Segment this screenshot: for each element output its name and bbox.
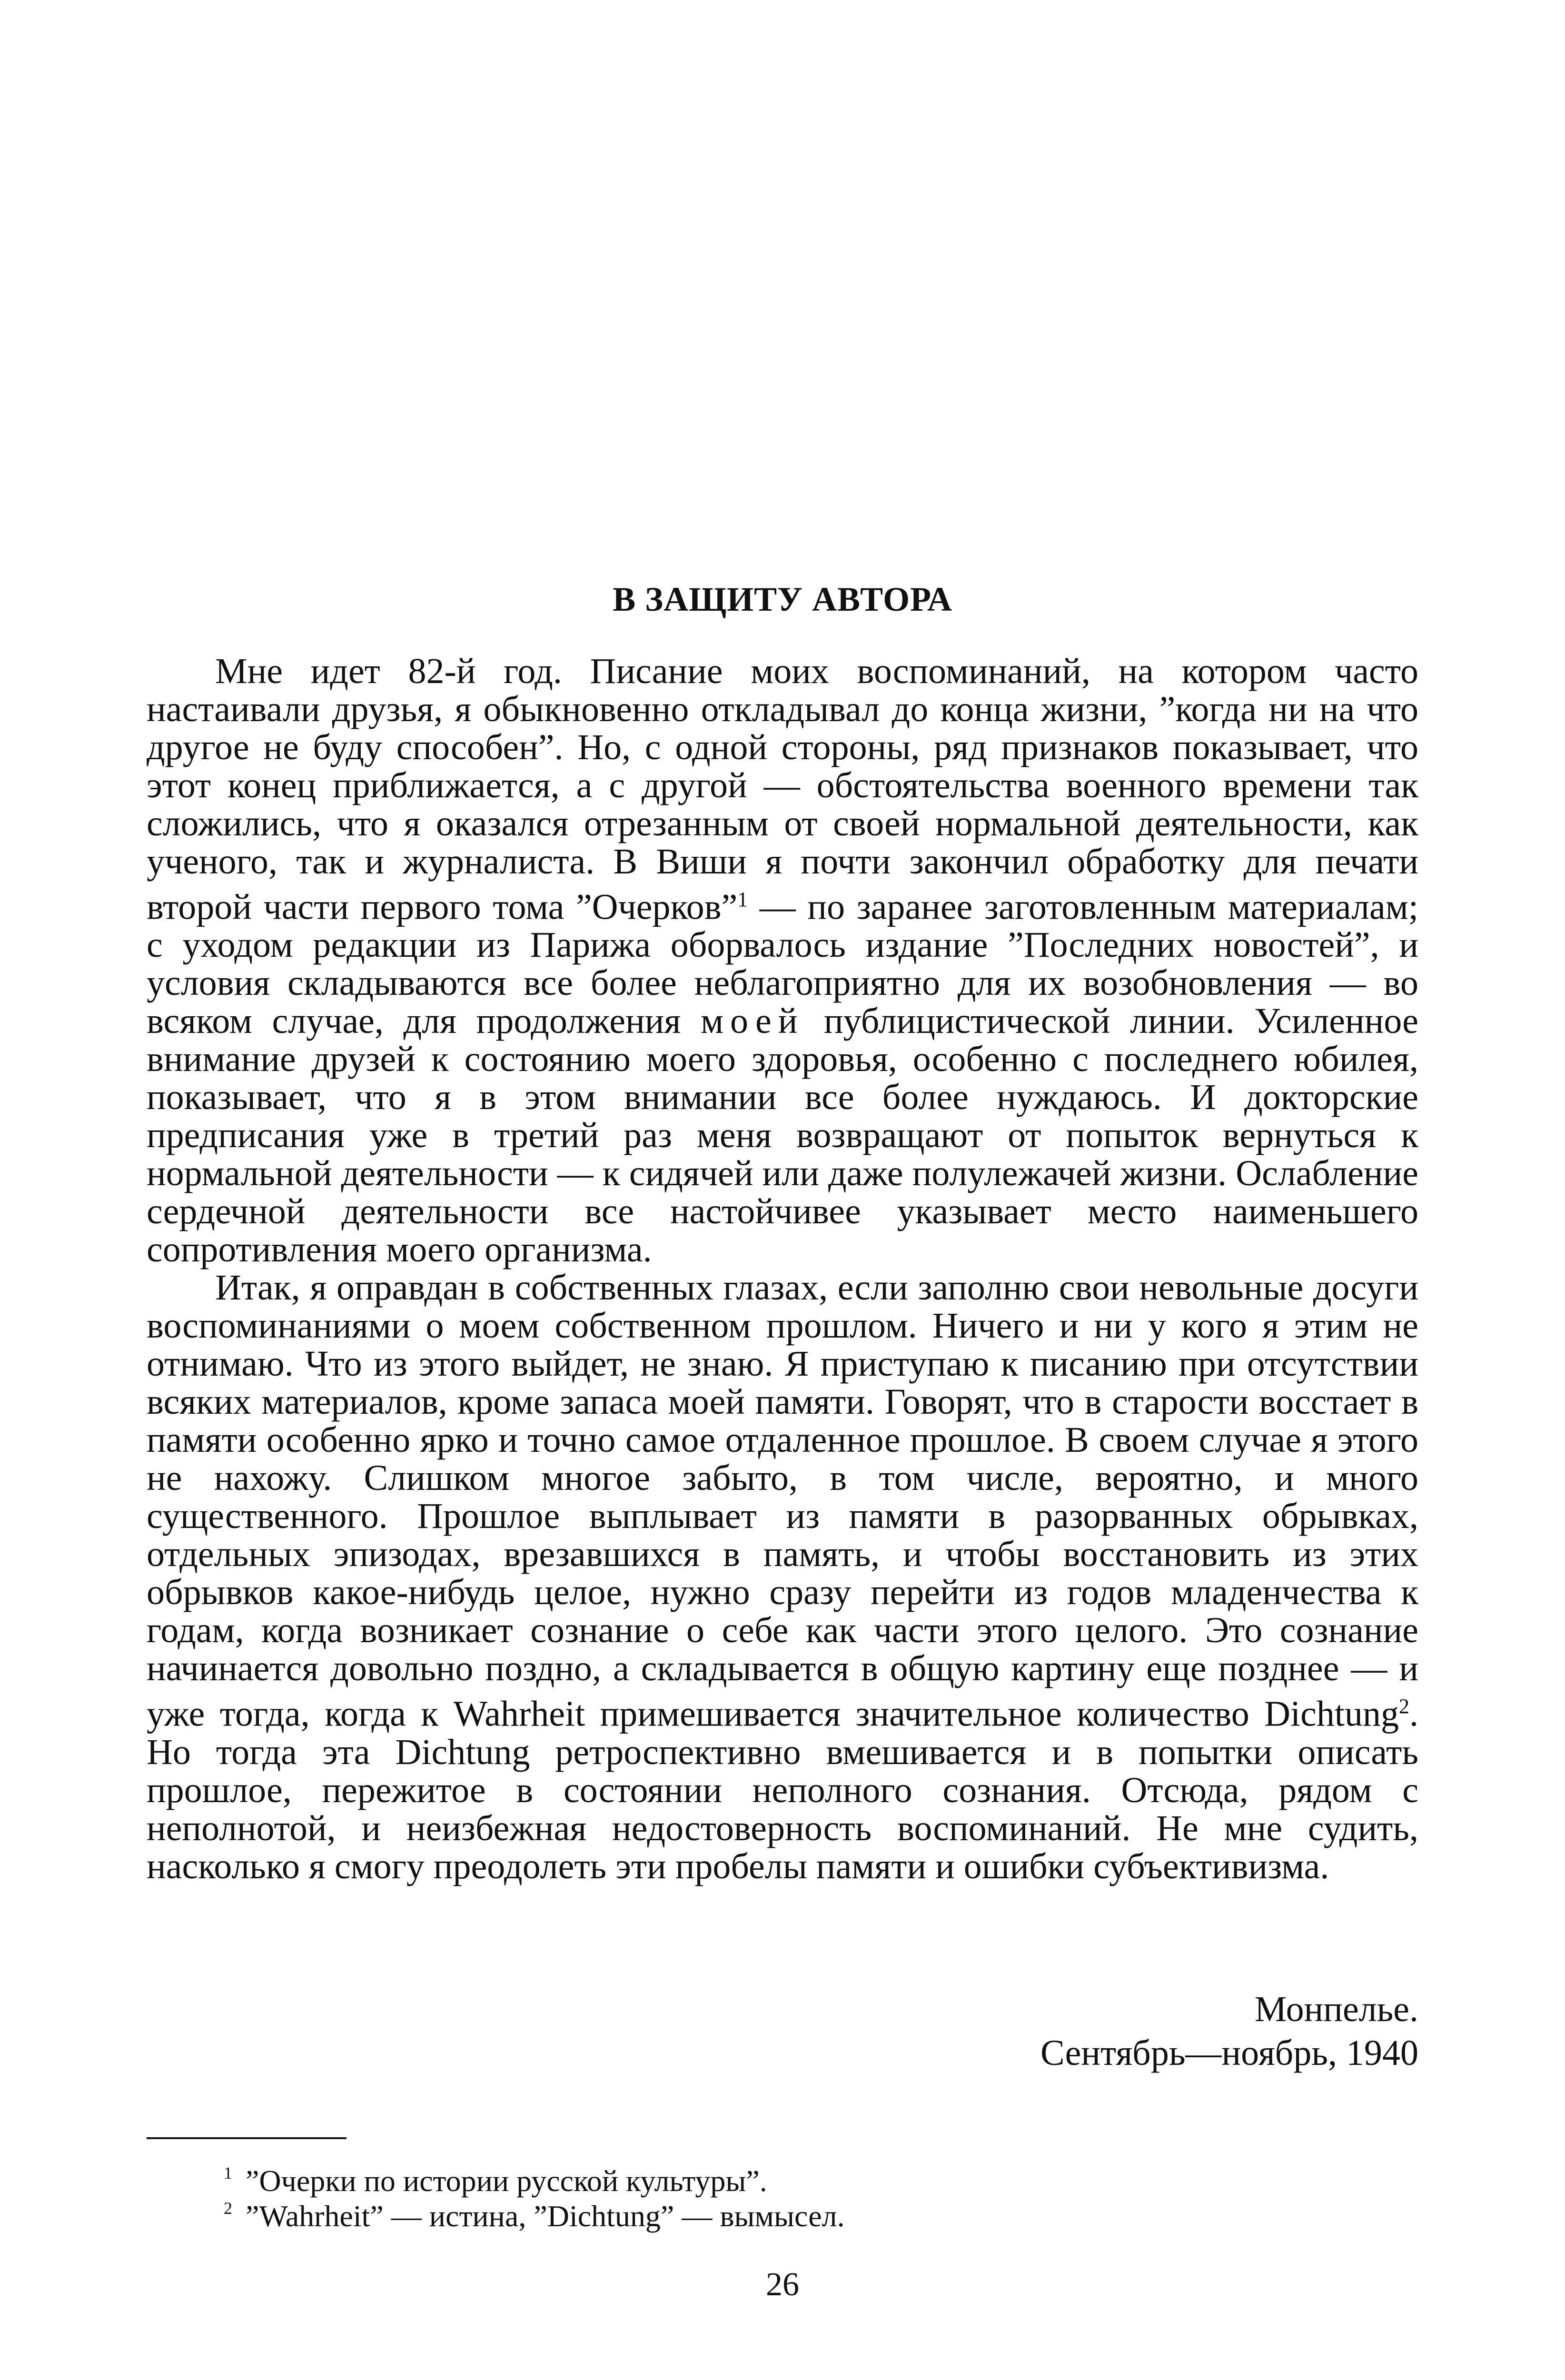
paragraph-1 xyxy=(147,652,1418,1269)
footnote-2-text: ”Wahrheit” — истина, ”Dichtung” — вымысел. xyxy=(246,2199,845,2233)
paragraph-1-part-c: публицистической линии. Усиленное внимание друзей к состоянию моего здоровья, особенно с последнего юбилея, показывает, что я в этом внимании все более нуждаюсь. И докторские предписания уже в третий раз меня возвращают от попыток вернуться к нормальной деятельности — к сидячей или даже полулежачей жизни. Ослабление сердечной деятельности все настойчивее указывает место наименьшего сопротивления моего организма. xyxy=(147,1001,1418,1270)
main-text xyxy=(147,652,1418,1885)
paragraph-2 xyxy=(147,1269,1418,1885)
paragraph-1-part-b: — по заранее заготовленным материалам; с уходом редакции из Парижа оборвалось издание ”Последних новостей”, и условия складываются все более неблагоприятно для их возобновления — во всяком случае, для продолжения xyxy=(147,887,1418,1041)
footnote-2-mark: 2 xyxy=(224,2199,232,2218)
paragraph-2-part-b: . Но тогда эта Dichtung ретроспективно вмешивается и в попытки описать прошлое, пережитое в состоянии неполного сознания. Отсюда, рядом с неполнотой, и неизбежная недостоверность воспоминаний. Не мне судить, насколько я смогу преодолеть эти пробелы памяти и ошибки субъективизма. xyxy=(147,1694,1418,1886)
emphasized-word: моей xyxy=(700,1001,804,1041)
footnote-1-text: ”Очерки по истории русской культуры”. xyxy=(246,2164,767,2198)
footnote-2 xyxy=(224,2192,845,2233)
paragraph-1-part-a: Мне идет 82-й год. Писание моих воспоминаний, на котором часто настаивали друзья, я обыкновенно откладывал до конца жизни, ”когда ни на что другое не буду способен”. Но, с одной стороны, ряд признаков показывает, что этот конец приближается, а с другой — обстоятельства военного времени так сложились, что я оказался отрезанным от своей нормальной деятельности, как ученого, так и журналиста. В Виши я почти закончил обработку для печати второй части первого тома ”Очерков” xyxy=(147,651,1418,927)
footnote-divider xyxy=(147,2137,347,2139)
place-line: Монпелье. xyxy=(1254,1989,1418,2029)
signature-block xyxy=(1040,1987,1418,2075)
paragraph-2-part-a: Итак, я оправдан в собственных глазах, если заполню свои невольные досуги воспоминаниями о моем собственном прошлом. Ничего и ни у кого я этим не отнимаю. Что из этого выйдет, не знаю. Я приступаю к писанию при отсутствии всяких материалов, кроме запаса моей памяти. Говорят, что в старости восстает в памяти особенно ярко и точно самое отдаленное прошлое. В своем случае я этого не нахожу. Слишком многое забыто, в том числе, вероятно, и много существенного. Прошлое выплывает из памяти в разорванных обрывках, отдельных эпизодах, врезавшихся в память, и чтобы восстановить из этих обрывков какое-нибудь целое, нужно сразу перейти из годов младенчества к годам, когда возникает сознание о себе как части этого целого. Это сознание начинается довольно поздно, а складывается в общую картину еще позднее — и уже тогда, когда к Wahrheit примешивается значительное количество Dichtung xyxy=(147,1268,1418,1734)
footnote-ref-2: 2 xyxy=(1399,1695,1409,1718)
page-number: 26 xyxy=(766,2266,799,2303)
footnote-ref-1: 1 xyxy=(737,888,748,911)
page-title: В ЗАЩИТУ АВТОРА xyxy=(613,580,952,618)
footnote-1-mark: 1 xyxy=(224,2163,232,2182)
date-line: Сентябрь—ноябрь, 1940 xyxy=(1040,2033,1418,2073)
